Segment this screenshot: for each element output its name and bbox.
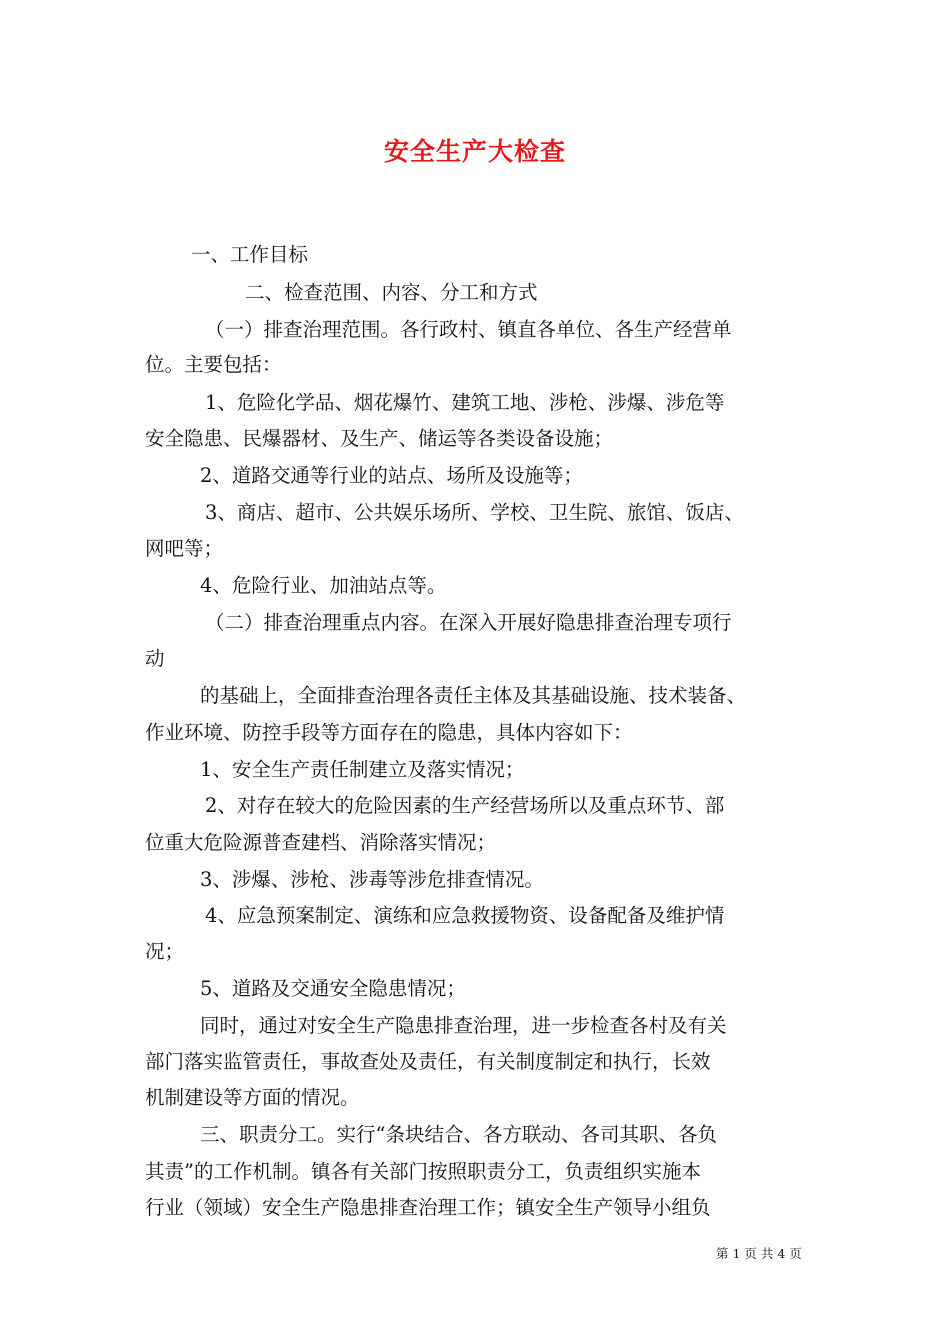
text-line: 2、对存在较大的危险因素的生产经营场所以及重点环节、部 xyxy=(205,794,725,817)
text-line: 的基础上，全面排查治理各责任主体及其基础设施、技术装备、 xyxy=(200,684,747,707)
text-line: 三、职责分工。实行“条块结合、各方联动、各司其职、各负 xyxy=(200,1123,717,1146)
text-line: （二）排查治理重点内容。在深入开展好隐患排查治理专项行 xyxy=(205,611,732,634)
text-line: 1、安全生产责任制建立及落实情况； xyxy=(200,758,525,781)
text-line: 行业（领域）安全生产隐患排查治理工作；镇安全生产领导小组负 xyxy=(145,1196,711,1219)
text-line: 3、涉爆、涉枪、涉毒等涉危排查情况。 xyxy=(200,868,544,891)
text-line: 2、道路交通等行业的站点、场所及设施等； xyxy=(200,464,583,487)
text-line: 位重大危险源普查建档、消除落实情况； xyxy=(145,831,497,854)
text-line: 安全隐患、民爆器材、及生产、储运等各类设备设施； xyxy=(145,427,614,450)
text-line: 4、危险行业、加油站点等。 xyxy=(200,574,447,597)
page-number-footer: 第 1 页 共 4 页 xyxy=(716,1246,802,1261)
text-line: 同时，通过对安全生产隐患排查治理，进一步检查各村及有关 xyxy=(200,1014,727,1037)
text-line: 网吧等； xyxy=(145,537,224,560)
text-line: 其责”的工作机制。镇各有关部门按照职责分工，负责组织实施本 xyxy=(145,1160,701,1183)
text-line: 二、检查范围、内容、分工和方式 xyxy=(245,281,538,304)
text-line: 动 xyxy=(145,647,165,670)
text-line: 1、危险化学品、烟花爆竹、建筑工地、涉枪、涉爆、涉危等 xyxy=(205,391,725,414)
text-line: 5、道路及交通安全隐患情况； xyxy=(200,977,466,1000)
text-line: 部门落实监管责任，事故查处及责任，有关制度制定和执行，长效 xyxy=(145,1050,711,1073)
text-line: 况； xyxy=(145,940,185,963)
text-line: 机制建设等方面的情况。 xyxy=(145,1086,360,1109)
text-line: 4、应急预案制定、演练和应急救援物资、设备配备及维护情 xyxy=(205,904,725,927)
document-title: 安全生产大检查 xyxy=(383,137,566,166)
text-line: 一、工作目标 xyxy=(191,243,309,266)
text-line: 作业环境、防控手段等方面存在的隐患，具体内容如下： xyxy=(145,721,633,744)
text-line: 3、商店、超市、公共娱乐场所、学校、卫生院、旅馆、饭店、 xyxy=(205,501,744,524)
text-line: 位。主要包括： xyxy=(145,353,282,376)
text-line: （一）排查治理范围。各行政村、镇直各单位、各生产经营单 xyxy=(205,318,732,341)
